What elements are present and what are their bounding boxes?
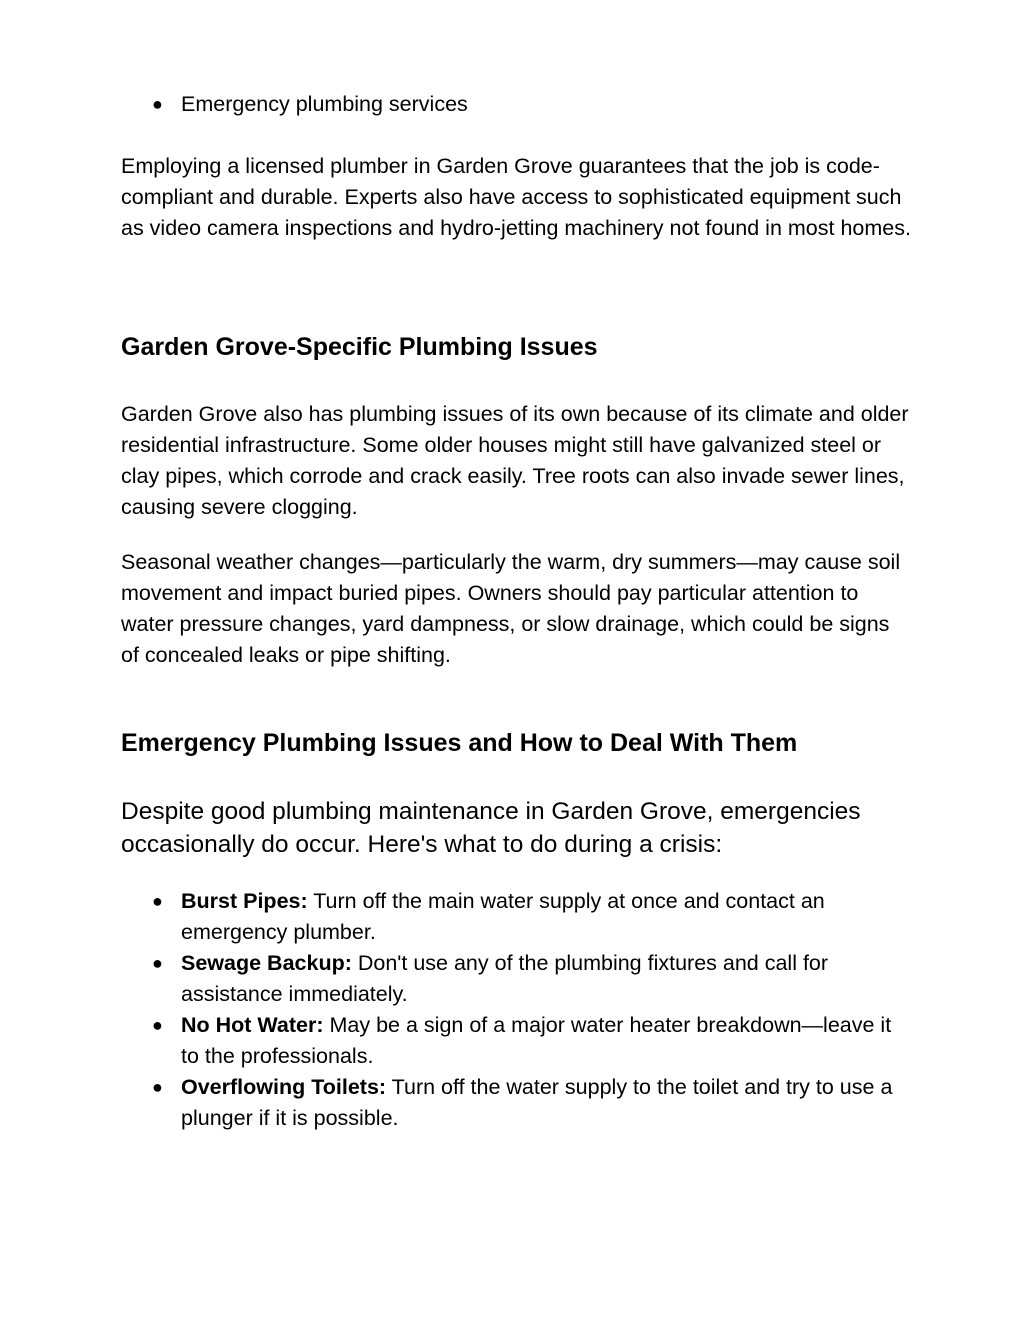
- section-heading-emergency: Emergency Plumbing Issues and How to Deal With Them: [121, 729, 798, 757]
- paragraph-local-issues-1: Garden Grove also has plumbing issues of its own because of its climate and older residential infrastructure. Some older houses might still have galvanized steel or clay pipes, which corrode and crack easily. Tree roots can also invade sewer lines, causing severe clogging.: [121, 402, 909, 519]
- list-item-text: Turn off the water supply to the toilet and try to use a plunger if it is possible.: [181, 1075, 893, 1130]
- bullet-icon: ●: [152, 1015, 163, 1035]
- paragraph-emergency-lead: Despite good plumbing maintenance in Garden Grove, emergencies occasionally do occur. Here's what to do during a crisis:: [121, 798, 861, 858]
- list-item-text: Don't use any of the plumbing fixtures and call for assistance immediately.: [181, 951, 829, 1006]
- intro-paragraph: Employing a licensed plumber in Garden Grove guarantees that the job is code-compliant and durable. Experts also have access to sophisticated equipment such as video camera inspections and hydro-jetting machinery not found in most homes.: [121, 154, 911, 240]
- list-item-label: Burst Pipes:: [181, 889, 308, 913]
- list-item: [121, 1072, 911, 1134]
- bullet-icon: ●: [152, 94, 163, 114]
- list-item: [121, 1010, 911, 1072]
- list-item: [121, 89, 911, 120]
- emergency-bullet-list: [121, 886, 911, 1134]
- list-item-text: Turn off the main water supply at once and contact an emergency plumber.: [181, 889, 825, 944]
- list-item-label: Overflowing Toilets:: [181, 1075, 387, 1099]
- bullet-icon: ●: [152, 891, 163, 911]
- bullet-icon: ●: [152, 1077, 163, 1097]
- list-item: [121, 948, 911, 1010]
- list-item-label: Sewage Backup:: [181, 951, 352, 975]
- list-item-text: Emergency plumbing services: [181, 92, 468, 116]
- section-heading-local-issues: Garden Grove-Specific Plumbing Issues: [121, 333, 598, 361]
- list-item-text: May be a sign of a major water heater breakdown—leave it to the professionals.: [181, 1013, 892, 1068]
- top-bullet-list: [121, 89, 911, 120]
- paragraph-local-issues-2: Seasonal weather changes—particularly the warm, dry summers—may cause soil movement and impact buried pipes. Owners should pay particular attention to water pressure changes, yard dampness, or slow drainage, which could be signs of concealed leaks or pipe shifting.: [121, 550, 901, 667]
- list-item-label: No Hot Water:: [181, 1013, 324, 1037]
- bullet-icon: ●: [152, 953, 163, 973]
- list-item: [121, 886, 911, 948]
